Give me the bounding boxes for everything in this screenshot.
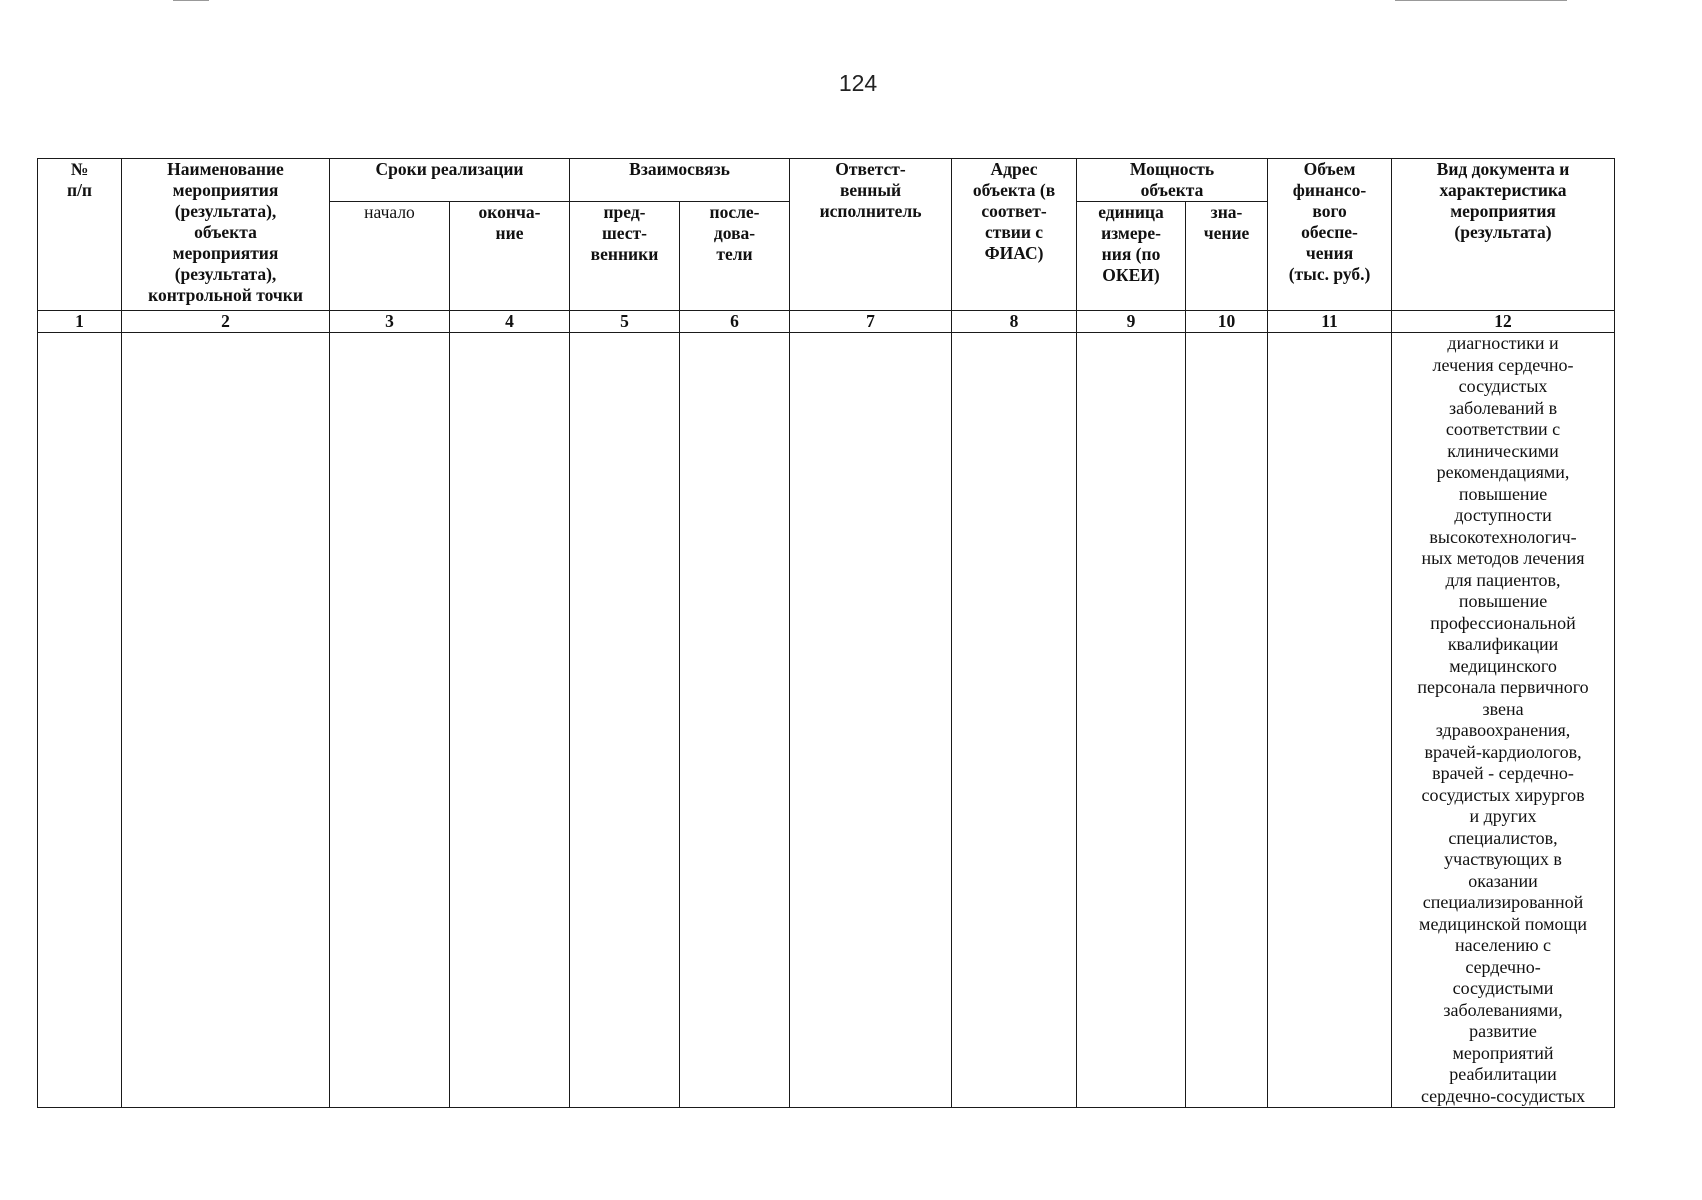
cell-successors [680,333,790,1108]
cell-funding [1268,333,1392,1108]
column-number: 2 [122,311,330,333]
plan-table [37,158,1615,1108]
cell-address [952,333,1077,1108]
cell-document-description: диагностики и лечения сердечно- сосудистых заболеваний в соответствии с клиническими рекомендациями, повышение доступности высокотехнологич- ных методов лечения для пациентов, повышение профессиональной квалификации медицинского персонала первичного звена здравоохранения, врачей-кардиологов, врачей - сердечно- сосудистых хирургов и других специалистов, участвующих в оказании специализированной медицинской помощи населению с сердечно- сосудистыми заболеваниями, развитие мероприятий реабилитации сердечно-сосудистых [1392,333,1615,1108]
cell-start [330,333,450,1108]
header-capacity-unit: единица измере- ния (по ОКЕИ) [1077,202,1186,311]
header-capacity-value: зна- чение [1186,202,1268,311]
cell-num [38,333,122,1108]
column-number: 11 [1268,311,1392,333]
header-document: Вид документа и характеристика мероприятия (результата) [1392,159,1615,311]
cell-predecessors [570,333,680,1108]
scan-artifact-line [173,0,209,1]
header-address: Адрес объекта (в соответ- ствии с ФИАС) [952,159,1077,311]
header-relation-predecessors: пред- шест- венники [570,202,680,311]
header-relation: Взаимосвязь [570,159,790,202]
column-number: 5 [570,311,680,333]
column-number: 4 [450,311,570,333]
cell-capacity-value [1186,333,1268,1108]
header-terms-end: оконча- ние [450,202,570,311]
table-row [38,333,1615,1108]
header-num: № п/п [38,159,122,311]
header-terms: Сроки реализации [330,159,570,202]
page-number: 124 [838,70,878,96]
header-responsible: Ответст- венный исполнитель [790,159,952,311]
column-number: 8 [952,311,1077,333]
header-row-1 [38,159,1615,202]
column-number: 10 [1186,311,1268,333]
header-funding: Объем финансо- вого обеспе- чения (тыс. руб.) [1268,159,1392,311]
column-number: 9 [1077,311,1186,333]
column-number-row [38,311,1615,333]
column-number: 6 [680,311,790,333]
cell-capacity-unit [1077,333,1186,1108]
header-relation-successors: после- дова- тели [680,202,790,311]
column-number: 12 [1392,311,1615,333]
cell-responsible [790,333,952,1108]
header-terms-start: начало [330,202,450,311]
header-name: Наименование мероприятия (результата), объекта мероприятия (результата), контрольной точки [122,159,330,311]
column-number: 7 [790,311,952,333]
cell-name [122,333,330,1108]
column-number: 3 [330,311,450,333]
cell-end [450,333,570,1108]
header-capacity: Мощность объекта [1077,159,1268,202]
scan-artifact-line [1395,0,1567,1]
column-number: 1 [38,311,122,333]
